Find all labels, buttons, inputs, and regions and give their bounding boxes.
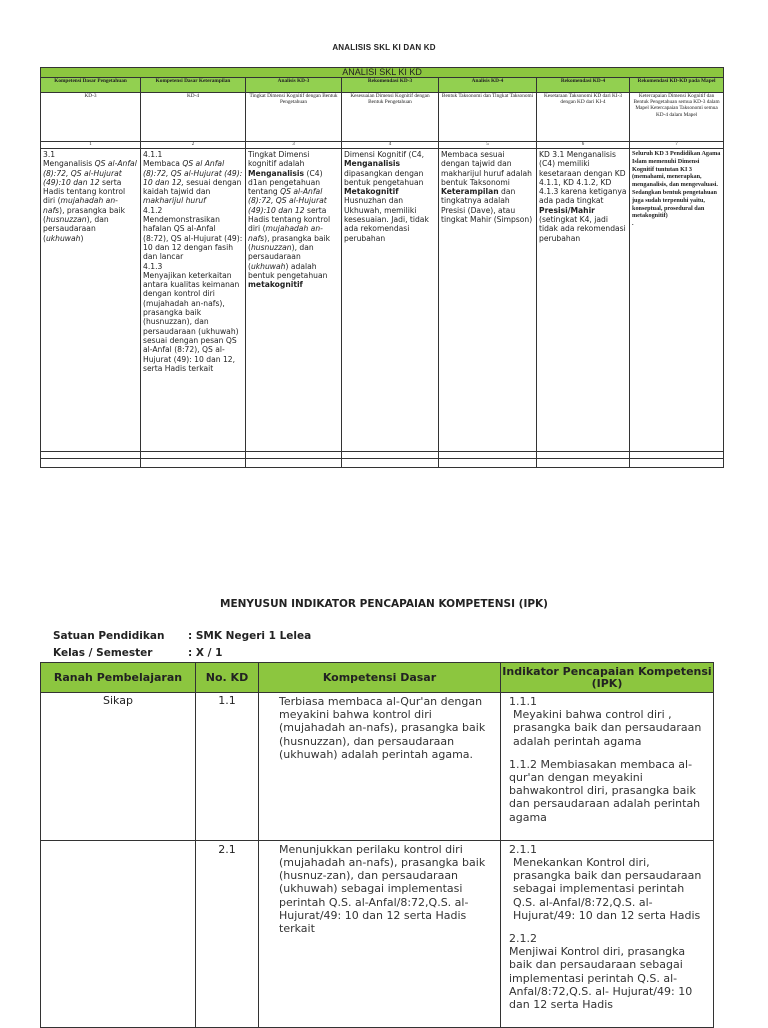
header-rekomendasi-kd3: Rekomendasi KD-3	[342, 78, 439, 93]
kd3-text-italic: mujahadah an-nafs	[43, 196, 118, 215]
subheader-kesetaraan: Kesetaraan Taksonomi KD dari KI-3 dengan KD dari KI-4	[537, 93, 630, 142]
header-rekomendasi-mapel: Rekomendasi KD-KD pada Mapel	[630, 78, 724, 93]
analysis-empty-row	[41, 459, 724, 468]
no-kd-cell: 2.1	[196, 840, 259, 1027]
analisis4-text: Membaca sesuai dengan tajwid dan makharijul huruf adalah bentuk Taksonomi	[441, 150, 532, 187]
kd4-text: sesuai dengan kaidah tajwid dan	[143, 177, 242, 197]
analysis-body-row	[41, 149, 724, 452]
analysis-table	[40, 67, 724, 468]
header-rekomendasi-kd4: Rekomendasi KD-4	[537, 78, 630, 93]
cell-rekomendasi-kd3	[342, 149, 439, 452]
rekomendasi-text-bold: Menganalisis	[344, 159, 401, 169]
kd3-text: Menganalisis	[43, 159, 95, 169]
header-ipk: Indikator Pencapaian Kompetensi (IPK)	[501, 663, 714, 693]
column-number: 4	[342, 142, 439, 149]
kd4-text-italic: QS al Anfal (8):72, QS al-Hujurat (49): 10 dan 12,	[143, 159, 243, 187]
page-title: ANALISIS SKL KI DAN KD	[332, 43, 436, 52]
analisis4-text: dan tingkatnya adalah Presisi (Dave), atau tingkat Mahir (Simpson)	[441, 187, 533, 225]
analisis-text-bold: metakognitif	[248, 280, 303, 290]
subheader-kd4: KD-4	[141, 93, 246, 142]
subheader-bentuk-taksonomi: Bentuk Taksonomi dan Tingkat Taksonomi	[439, 93, 537, 142]
header-ranah: Ranah Pembelajaran	[41, 663, 196, 693]
analisis-text-italic: ukhuwah	[250, 261, 286, 271]
satuan-value: : SMK Negeri 1 Lelea	[188, 630, 312, 642]
cell-kd4-text	[141, 149, 246, 452]
ipk-text: Menjiwai Kontrol diri, prasangka baik dan persaudaraan sebagai implementasi perintah Q.S. al-Anfal/8:72,Q.S. al- Hujurat/49: 10 dan 12 serta Hadis	[509, 945, 693, 1012]
ipk-header-row	[41, 663, 714, 693]
satuan-label: Satuan Pendidikan	[53, 630, 165, 642]
header-no-kd: No. KD	[196, 663, 259, 693]
kd-cell: Terbiasa membaca al-Qur'an dengan meyakini bahwa kontrol diri (mujahadah an-nafs), prasangka baik (husnuzzan), dan persaudaraan (ukhuwah) adalah perintah agama.	[259, 693, 501, 841]
analisis4-text-bold: Keterampilan	[441, 187, 499, 197]
header-analisis-kd3: Analisis KD-3	[246, 78, 342, 93]
rekomendasi4-text-bold: Presisi/Mahir	[539, 205, 595, 215]
rekomendasi-text: Husnuzhan dan Ukhuwah, memiliki kesesuaian. Jadi, tidak ada rekomendasi perubahan	[344, 196, 429, 243]
analisis-text-italic: QS al-Anfal (8):72, QS al-Hujurat (49):10 dan 12	[248, 187, 327, 215]
kelas-label: Kelas / Semester	[53, 647, 153, 659]
kd3-text-italic: ukhuwah	[45, 233, 81, 243]
column-number: 5	[439, 142, 537, 149]
kd4-text: Menyajikan keterkaitan antara kualitas keimanan dengan kontrol diri (mujahadah an-nafs), prasangka baik (husnuzzan), dan persaudaraan (ukhuwah) sesuai dengan pesan QS al-Anfal (8:72), QS al-Hujurat (49): 10 dan 12, serta Hadis terkait	[143, 270, 240, 373]
cell-analisis-kd4	[439, 149, 537, 452]
satuan-pendidikan-line	[53, 630, 311, 642]
ipk-cell	[501, 693, 714, 841]
ipk-table	[40, 662, 714, 1028]
ipk-row	[41, 693, 714, 841]
rekomendasi4-text: KD 3.1 Menganalisis (C4) memiliki kesetaraan dengan KD 4.1.1, KD 4.1.2, KD 4.1.3 karena ketiganya ada pada tingkat	[539, 150, 627, 206]
no-kd-cell: 1.1	[196, 693, 259, 841]
ranah-cell	[41, 840, 196, 1027]
cell-rekomendasi-mapel: Seluruh KD 3 Pendidikan Agama Islam memenuhi Dimensi Kognitif tuntutan KI 3 (memahami, menerapkan, menganalisis, dan mengevaluasi. Sedangkan bentuk pengetahuan juga sudah terpenuhi yaitu, konseptual, prosedural dan metakognitif) .	[630, 149, 724, 452]
ipk-number: 2.1.1	[509, 842, 537, 856]
analisis-text: ), prasangka baik (	[248, 233, 331, 252]
ipk-text: 1.1.2 Membiasakan membaca al-qur'an dengan meyakini bahwakontrol diri, prasangka baik dan persaudaraan adalah perintah agama	[509, 757, 701, 824]
kd-cell: Menunjukkan perilaku kontrol diri (mujahadah an-nafs), prasangka baik (husnuz-zan), dan persaudaraan (ukhuwah) sebagai implementasi perintah Q.S. al-Anfal/8:72,Q.S. al-Hujurat/49: 10 dan 12 serta Hadis terkait	[259, 840, 501, 1027]
analisis-text: ) adalah bentuk pengetahuan	[248, 261, 328, 280]
rekomendasi-text: dipasangkan dengan bentuk pengetahuan	[344, 168, 424, 187]
cell-kd3-text	[41, 149, 141, 452]
header-kompetensi-dasar: Kompetensi Dasar	[259, 663, 501, 693]
column-number: 6	[537, 142, 630, 149]
kd3-text: )	[80, 233, 84, 243]
kd4-text: Membaca	[143, 159, 183, 169]
analisis-text-italic: mujahadah an-nafs	[248, 224, 323, 243]
analysis-empty-row	[41, 452, 724, 459]
ipk-item	[509, 932, 707, 1011]
ipk-section-title: MENYUSUN INDIKATOR PENCAPAIAN KOMPETENSI (IPK)	[220, 598, 548, 610]
column-number: 1	[41, 142, 141, 149]
ipk-cell	[501, 840, 714, 1027]
ipk-text: Meyakini bahwa control diri , prasangka baik dan persaudaraan adalah perintah agama	[513, 708, 702, 748]
kd3-text: ), dan persaudaraan (	[43, 215, 109, 243]
kelas-semester-line	[53, 647, 222, 659]
analysis-header-row	[41, 78, 724, 93]
analysis-subheader-row	[41, 93, 724, 142]
subheader-kesesuaian: Kesesuaian Dimensi Kognitif dengan Bentuk Pengetahuan	[342, 93, 439, 142]
cell-analisis-kd3	[246, 149, 342, 452]
analisis-text-bold: Menganalisis	[248, 168, 305, 178]
analysis-number-row	[41, 142, 724, 149]
ipk-number: 1.1.1	[509, 695, 537, 708]
kd4-text-italic: makharijul huruf	[143, 196, 206, 206]
header-kd-pengetahuan: Kompetensi Dasar Pengetahuan	[41, 78, 141, 93]
kd3-text: serta Hadis tentang kontrol diri (	[43, 177, 126, 206]
kd4-number: 4.1.3	[143, 261, 163, 271]
ipk-item	[509, 843, 707, 922]
column-number: 2	[141, 142, 246, 149]
ipk-row	[41, 840, 714, 1027]
analisis-text: ), dan persaudaraan (	[248, 242, 314, 271]
kd3-number: 3.1	[43, 150, 56, 159]
header-analisis-kd4: Analisis KD-4	[439, 78, 537, 93]
analisis-text-italic: husnuzzan	[250, 242, 292, 252]
kd3-text: ), prasangka baik (	[43, 205, 126, 225]
rekomendasi-text-bold: Metakognitif	[344, 187, 399, 197]
kd3-text-italic: husnuzzan	[45, 215, 87, 225]
ranah-cell: Sikap	[41, 693, 196, 841]
subheader-ketercapaian: Ketercapaian Dimensi Kognitif dan Bentuk Pengetahuan semua KD-3 dalam Mapel Ketercapaian Taksonomi semua KD-4 dalam Mapel	[630, 93, 724, 142]
subheader-kd3: KD-3	[41, 93, 141, 142]
ipk-item	[509, 758, 707, 824]
analisis-text: Tingkat Dimensi kognitif adalah	[248, 150, 310, 169]
analysis-banner: ANALISI SKL KI KD	[41, 68, 724, 78]
ipk-number: 2.1.2	[509, 932, 537, 946]
kd4-number: 4.1.2	[143, 205, 163, 215]
rekomendasi4-text: (setingkat K4, jadi tidak ada rekomendasi perubahan	[539, 215, 626, 243]
analysis-banner-row	[41, 68, 724, 78]
header-kd-keterampilan: Kompetensi Dasar Keterampilan	[141, 78, 246, 93]
kd3-text-italic: QS al-Anfal (8):72, QS al-Hujurat (49):10 dan 12	[43, 159, 137, 187]
kd4-text: Mendemonstrasikan hafalan QS al-Anfal (8:72), QS al-Hujurat (49): 10 dan 12 dengan fasih dan lancar	[143, 215, 243, 262]
column-number: 3	[246, 142, 342, 149]
subheader-tingkat-dimensi: Tingkat Dimensi Kognitif dengan Bentuk Pengetahuan	[246, 93, 342, 142]
analisis-text: (C4) d1an pengetahuan tentang	[248, 168, 323, 197]
cell-rekomendasi-kd4	[537, 149, 630, 452]
column-number: 7	[630, 142, 724, 149]
ipk-item	[509, 695, 707, 748]
analisis-text: serta Hadis tentang kontrol diri (	[248, 205, 331, 234]
ipk-text: Menekankan Kontrol diri, prasangka baik dan persaudaraan sebagai implementasi perintah Q.S. al-Anfal/8:72,Q.S. al-Hujurat/49: 10 dan 12 serta Hadis	[513, 856, 702, 922]
kelas-value: : X / 1	[188, 647, 223, 659]
rekomendasi-text: Dimensi Kognitif (C4,	[344, 150, 424, 159]
kd4-number: 4.1.1	[143, 150, 163, 159]
